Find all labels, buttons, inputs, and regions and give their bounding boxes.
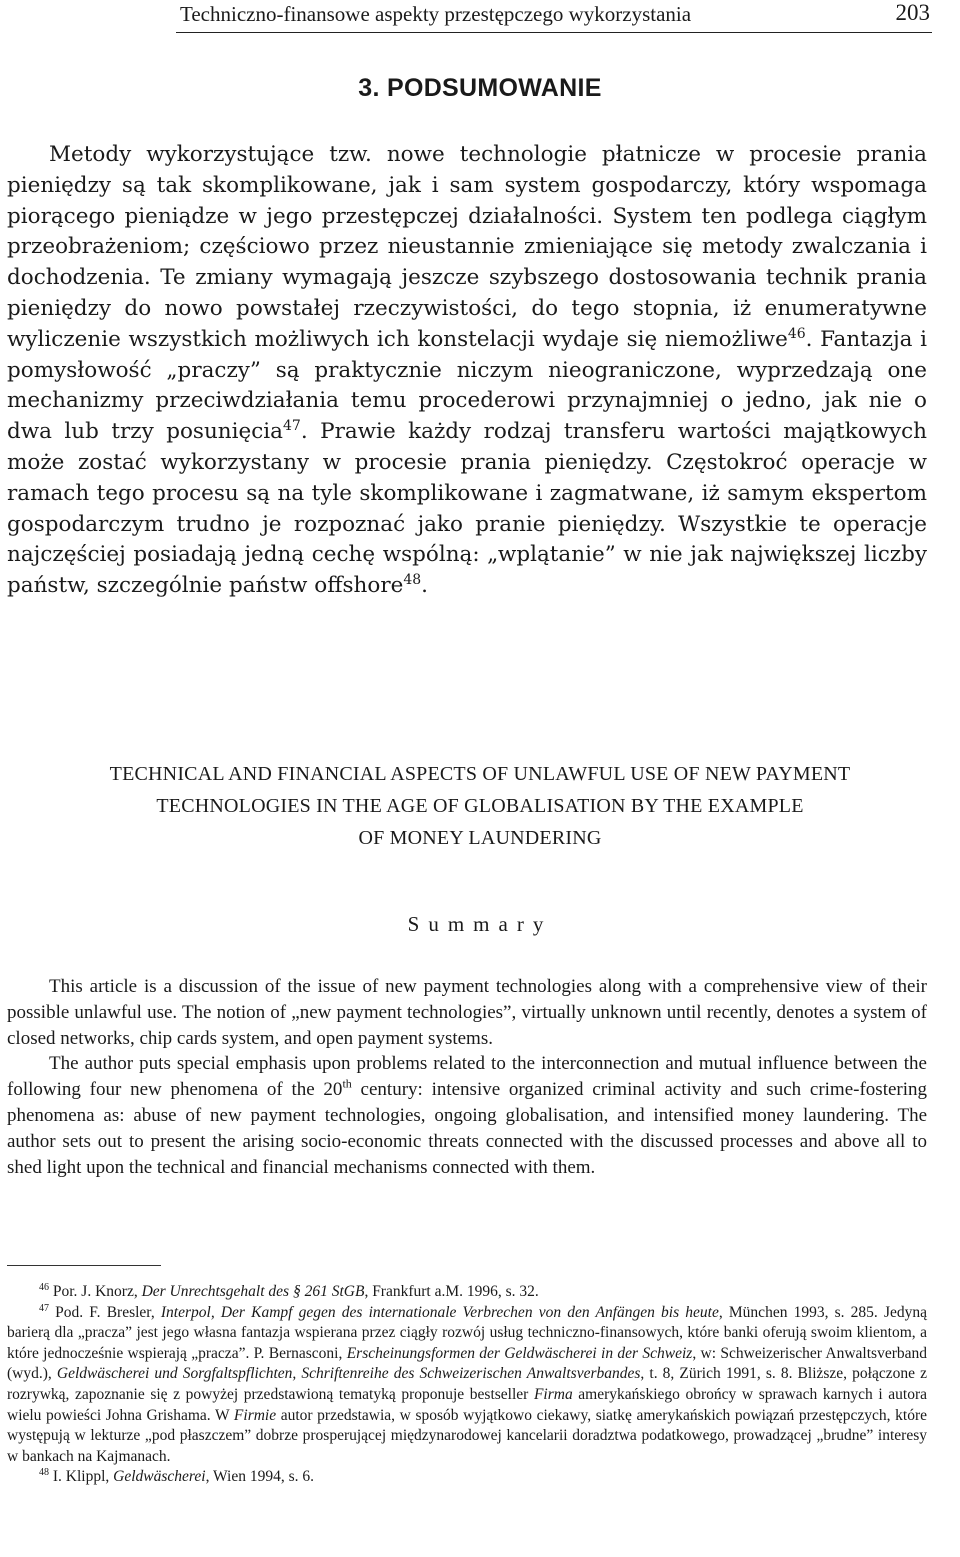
conclusion-text-part-3: . Prawie każdy rodzaj transferu wartości majątkowych może zostać wykorzystany w procesie prania pieniędzy. Częstokroć operacje w ramach tego procesu są na tyle skomplikowane i zagmatwane, iż samym ekspertom gospodarczym trudno je rozpoznać jako pranie pieniędzy. Wszystkie te operacje najczęściej posiadają jedną cechę wspólną: „wplątanie” w nie jak największej liczby państw, szczególnie państw offshore [7, 419, 927, 599]
footnote-number-46: 46 [39, 1281, 49, 1293]
footnote-47-text-5: amerykańskiego obrońcy w sprawach karnych i autora wielu powieści Johna Grishama. W [7, 1385, 928, 1424]
conclusion-text-part-1: Metody wykorzystujące tzw. nowe technologie płatnicze w procesie prania pieniędzy są tak skomplikowane, jak i sam system gospodarczy, który wspomaga piorącego pieniądze w jego przestępczej działalności. System ten podlega ciągłym przeobrażeniom; częściowo przez nieustannie zmieniające się metody zwalczania i dochodzenia. Te zmiany wymagają jeszcze szybszego dostosowania technik prania pieniędzy do nowo powstałej rzeczywistości, do tego stopnia, iż enumeratywne wyliczenie wszystkich możliwych ich konstelacji wydaje się niemożliwe [7, 142, 927, 352]
footnote-46-title: Der Unrechtsgehalt des § 261 StGB [141, 1283, 365, 1300]
superscript-th: th [342, 1076, 352, 1091]
summary-p2-text-1: The author puts special emphasis upon problems related to the interconnection and mutual influence between the following four new phenomena of the 20 [7, 1053, 927, 1101]
summary-paragraph-1: This article is a discussion of the issue of new payment technologies along with a comprehensive view of their possible unlawful use. The notion of „new payment technologies”, virtually unknown until recently, denotes a system of closed networks, chip cards system, and open payment systems. [7, 976, 927, 1049]
footnote-47-title-2: Erscheinungsformen der Geldwäscherei in der Schweiz [346, 1344, 693, 1362]
footnote-48-text-1: I. Klippl, [49, 1468, 114, 1486]
summary-paragraph-2 [7, 1051, 927, 1180]
summary-heading: Summary [407, 912, 553, 936]
footnote-47-title-1: Interpol, Der Kampf gegen des internationale Verbrechen von den Anfängen bis heute [160, 1303, 719, 1321]
conclusion-paragraph [7, 140, 927, 602]
footnote-47-text-6: autor przedstawia, w sposób wyjątkowo ciekawy, siatkę amerykańskich powiązań przestępczych, które występują w lekturze „pod płaszczem” dobrze prosperującej międzynarodowej kancelarii doradztwa podatkowego, prowadzącej „brudne” interesy w bankach na Kajmanach. [7, 1406, 927, 1465]
footnote-46-text-1: Por. J. Knorz, [49, 1283, 142, 1300]
footnote-47-text-4: , t. 8, Zürich 1991, s. 8. Bliższe, połączone z rozrywką, zapoznanie się z powyżej przedstawioną tematyką proponuje bestseller [7, 1365, 927, 1403]
english-title-line-1: TECHNICAL AND FINANCIAL ASPECTS OF UNLAWFUL USE OF NEW PAYMENT [109, 763, 851, 785]
footnote-48-text-2: , Wien 1994, s. 6. [205, 1468, 315, 1486]
footnote-ref-46[interactable]: 46 [787, 325, 806, 342]
footnotes [7, 1282, 927, 1488]
summary [7, 974, 927, 1180]
english-title-line-2: TECHNOLOGIES IN THE AGE OF GLOBALISATION BY THE EXAMPLE [156, 795, 804, 817]
footnote-47-title-5: Firmie [233, 1406, 277, 1424]
page-number: 203 [895, 0, 930, 25]
footnote-ref-47[interactable]: 47 [282, 418, 301, 435]
footnote-46 [7, 1282, 927, 1303]
footnote-46-text-2: , Frankfurt a.M. 1996, s. 32. [364, 1283, 539, 1300]
section-heading: 3. PODSUMOWANIE [358, 74, 602, 102]
footnote-47-text-2: , München 1993, s. 285. Jedyną barierą dla „pracza” jest jego własna fantazja wspierana przez ciągły rozwój usług techniczno-finansowych, które banki oferują swoim klientom, a które jednocześnie wspierają „pracza”. P. Bernasconi, [7, 1303, 928, 1362]
footnote-47-title-4: Firma [533, 1385, 573, 1403]
footnote-48 [7, 1467, 927, 1488]
header-rule [176, 32, 932, 33]
running-header [0, 0, 960, 40]
footnote-48-title: Geldwäscherei [113, 1468, 206, 1486]
english-title-line-3: OF MONEY LAUNDERING [358, 827, 602, 849]
footnote-47-text-1: Pod. F. Bresler, [49, 1303, 161, 1321]
conclusion-text-part-4: . [421, 573, 428, 599]
footnote-rule [7, 1265, 161, 1266]
english-title [0, 758, 960, 854]
footnote-47-title-3: Geldwäscherei und Sorgfaltspflichten, Schriftenreihe des Schweizerischen Anwaltsverbandes [56, 1365, 641, 1383]
footnote-47 [7, 1303, 927, 1468]
summary-p2-text-2: century: intensive organized criminal activity and such crime-fostering phenomena as: abuse of new payment technologies, ongoing globalisation, and intensified money laundering. The author sets out to present the arising socio-economic threats connected with the discussed processes and above all to shed light upon the technical and financial mechanisms connected with them. [7, 1079, 928, 1178]
footnote-number-47: 47 [39, 1302, 49, 1314]
conclusion-text-part-2: . Fantazja i pomysłowość „praczy” są praktycznie niczym nieograniczone, wyprzedzają one mechanizmy przeciwdziałania temu procederowi przynajmniej o jedno, jak nie o dwa lub trzy posunięcia [7, 326, 927, 445]
footnote-ref-48[interactable]: 48 [403, 572, 422, 588]
footnote-47-text-3: , w: Schweizerischer Anwaltsverband (wyd.), [7, 1344, 927, 1383]
running-title: Techniczno-finansowe aspekty przestępczego wykorzystania [180, 2, 692, 26]
footnote-number-48: 48 [39, 1467, 49, 1479]
